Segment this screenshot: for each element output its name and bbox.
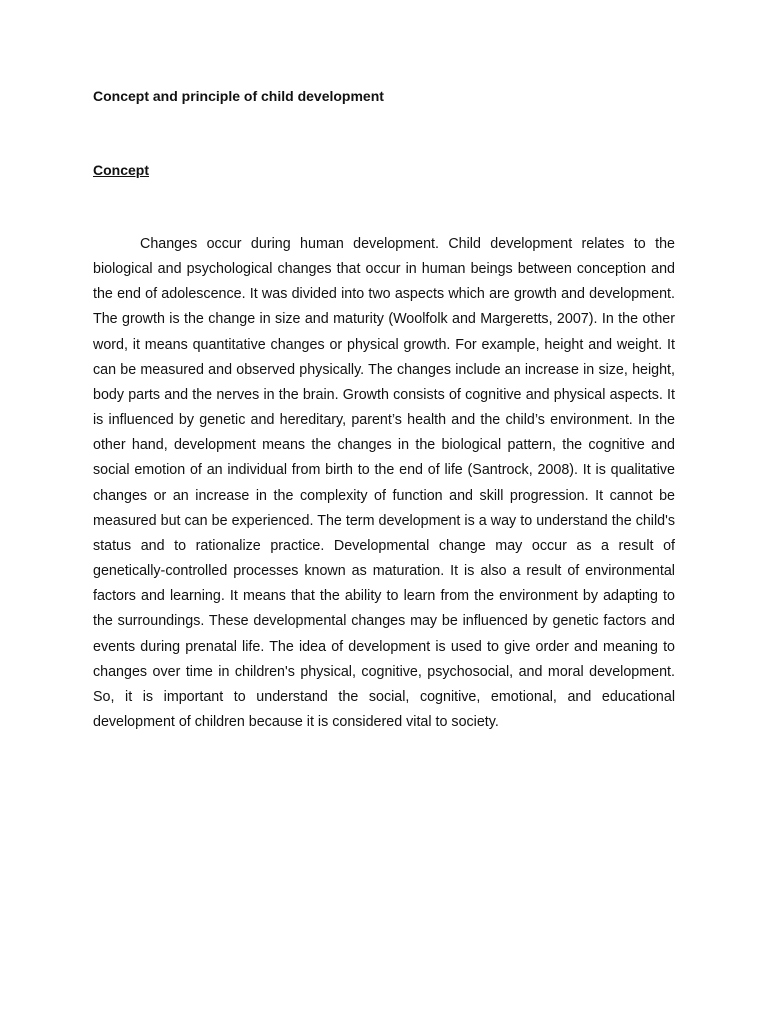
body-paragraph: Changes occur during human development. Child development relates to the biological and psychological changes that occur in human beings between conception and the end of adolescence. It was divided into two aspects which are growth and development. The growth is the change in size and maturity (Woolfolk and Margeretts, 2007). In the other word, it means quantitative changes or physical growth. For example, height and weight. It can be measured and observed physically. The changes include an increase in size, height, body parts and the nerves in the brain. Growth consists of cognitive and physical aspects. It is influenced by genetic and hereditary, parent’s health and the child’s environment. In the other hand, development means the changes in the biological pattern, the cognitive and social emotion of an individual from birth to the end of life (Santrock, 2008). It is qualitative changes or an increase in the complexity of function and skill progression. It cannot be measured but can be experienced. The term development is a way to understand the child's status and to rationalize practice. Developmental change may occur as a result of genetically-controlled processes known as maturation. It is also a result of environmental factors and learning. It means that the ability to learn from the environment by adapting to the surroundings. These developmental changes may be influenced by genetic factors and events during prenatal life. The idea of development is used to give order and meaning to changes over time in children's physical, cognitive, psychosocial, and moral development. So, it is important to understand the social, cognitive, emotional, and educational development of children because it is considered vital to society. [93, 236, 675, 730]
section-heading-concept: Concept [93, 162, 149, 178]
document-title: Concept and principle of child development [93, 88, 384, 104]
